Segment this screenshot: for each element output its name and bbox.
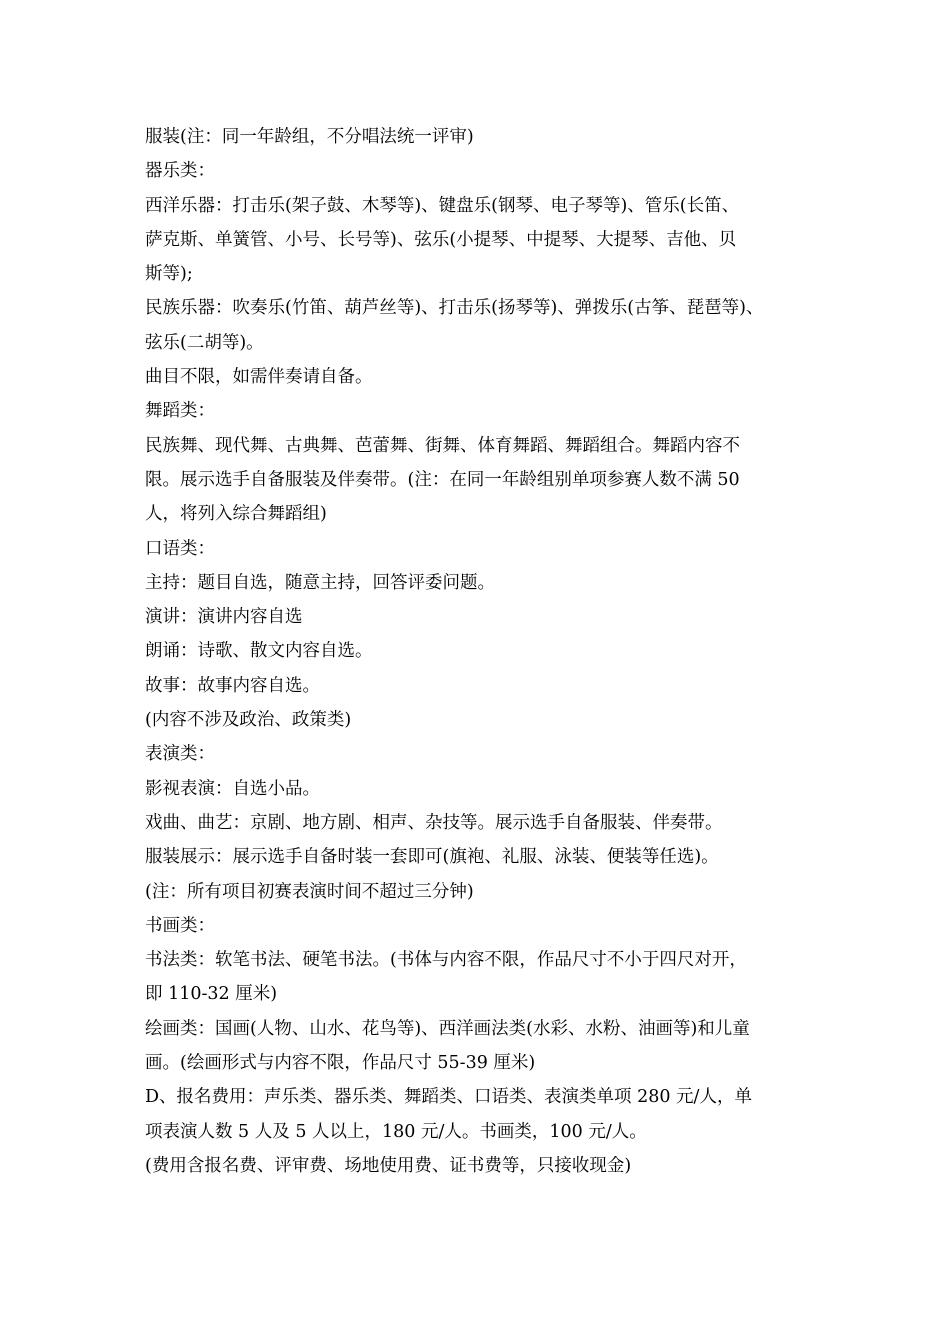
text-line: 戏曲、曲艺：京剧、地方剧、相声、杂技等。展示选手自备服装、伴奏带。 xyxy=(145,812,723,833)
document-body xyxy=(145,120,813,1183)
text-line: 萨克斯、单簧管、小号、长号等)、弦乐(小提琴、中提琴、大提琴、吉他、贝 xyxy=(145,229,737,250)
text-line: 影视表演：自选小品。 xyxy=(145,778,320,799)
section-heading-oral: 口语类： xyxy=(145,538,215,559)
registration-fee-line: 项表演人数 5 人及 5 人以上，180 元/人。书画类，100 元/人。 xyxy=(145,1121,647,1142)
text-line: 斯等); xyxy=(145,264,193,285)
section-heading-dance: 舞蹈类： xyxy=(145,401,215,422)
text-line: 服装(注：同一年龄组，不分唱法统一评审) xyxy=(145,127,474,147)
registration-fee-line: D、报名费用：声乐类、器乐类、舞蹈类、口语类、表演类单项 280 元/人，单 xyxy=(145,1087,752,1108)
text-line: 曲目不限，如需伴奏请自备。 xyxy=(145,367,373,388)
text-line: 限。展示选手自备服装及伴奏带。(注：在同一年龄组别单项参赛人数不满 50 xyxy=(145,469,740,490)
section-heading-calligraphy-painting: 书画类： xyxy=(145,915,215,936)
text-line: 主持：题目自选，随意主持，回答评委问题。 xyxy=(145,572,495,593)
text-line: 即 110-32 厘米) xyxy=(145,984,278,1005)
text-line: 书法类：软笔书法、硬笔书法。(书体与内容不限，作品尺寸不小于四尺对开， xyxy=(145,950,747,971)
text-line: (注：所有项目初赛表演时间不超过三分钟) xyxy=(145,881,474,902)
text-line: 故事：故事内容自选。 xyxy=(145,675,320,696)
text-line: 弦乐(二胡等)。 xyxy=(145,332,264,353)
section-heading-performance: 表演类： xyxy=(145,744,215,765)
text-line: 演讲：演讲内容自选 xyxy=(145,607,303,628)
text-line: 民族舞、现代舞、古典舞、芭蕾舞、街舞、体育舞蹈、舞蹈组合。舞蹈内容不 xyxy=(145,435,740,456)
text-line: 绘画类：国画(人物、山水、花鸟等)、西洋画法类(水彩、水粉、油画等)和儿童 xyxy=(145,1018,750,1039)
text-line: 服装展示：展示选手自备时装一套即可(旗袍、礼服、泳装、便装等任选)。 xyxy=(145,847,719,868)
text-line: 民族乐器：吹奏乐(竹笛、葫芦丝等)、打击乐(扬琴等)、弹拨乐(古筝、琵琶等)、 xyxy=(145,298,764,319)
text-line: (内容不涉及政治、政策类) xyxy=(145,710,352,731)
fee-note-line: (费用含报名费、评审费、场地使用费、证书费等，只接收现金) xyxy=(145,1155,632,1176)
text-line: 人，将列入综合舞蹈组) xyxy=(145,504,327,525)
section-heading-instrumental: 器乐类： xyxy=(145,161,215,182)
text-line: 朗诵：诗歌、散文内容自选。 xyxy=(145,641,373,662)
text-line: 西洋乐器：打击乐(架子鼓、木琴等)、键盘乐(钢琴、电子琴等)、管乐(长笛、 xyxy=(145,195,740,216)
text-line: 画。(绘画形式与内容不限，作品尺寸 55-39 厘米) xyxy=(145,1053,536,1074)
